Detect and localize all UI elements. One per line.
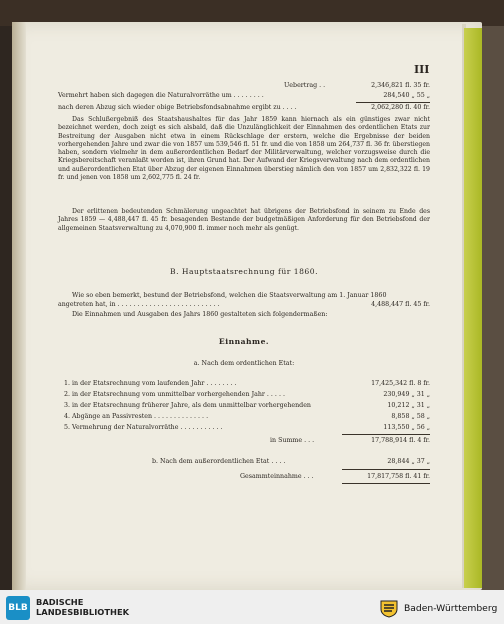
einnahme-heading: Einnahme. [218, 337, 270, 346]
paragraph-4: Die Einnahmen und Ausgaben des Jahrs 1860 gestalteten sich folgendermaßen: [72, 311, 328, 318]
natural-stock-line: Vermehrt haben sich dagegen die Naturalvorräthe um . . . . . . . . 284,540 „ 55 „ [58, 92, 430, 99]
paragraph-3-line-2: angetreten hat, in . . . . . . . . . . . . . . . . . . . . . . . . . . 4,488,447 fl. 45 fr. [58, 301, 430, 308]
subtotal-rule [342, 434, 430, 435]
sum-rule [356, 102, 430, 103]
income-item: 2. in der Etatsrechnung vom unmittelbar vorhergehenden Jahr . . . . . 230,949 „ 31 „ [64, 391, 430, 398]
bw-coat-of-arms-icon[interactable] [378, 598, 400, 618]
green-page-edge [464, 28, 482, 588]
ordinary-budget-heading: a. Nach dem ordentlichen Etat: [193, 360, 295, 367]
total-double-rule [342, 483, 430, 484]
blb-logo[interactable]: BLB [6, 596, 30, 620]
fund-decrease-line: nach deren Abzug sich wieder obige Betriebsfondsabnahme ergibt zu . . . . 2,062,280 fl. 40 fr. [58, 104, 430, 111]
scanned-book-image: III Uebertrag . . 2,346,821 fl. 35 fr. Vermehrt haben sich dagegen die Naturalvorräthe um . . . . . . . . 284,540 „ 55 „ nach deren Abzug sich wieder obige Betriebsfondsabnahme ergibt zu . . . . 2,062,280 fl. 40 fr. Das Schlußergebniß des Staatshaushaltes für das Jahr 1859 kann hiernach als ein günstiges zwar nicht bezeichnet werden, doch zeigt es sich alsbald, daß die Unzulänglichkeit der Einnahmen des ordentlichen Etats zur Bestreitung der Ausgaben nicht etwa in einem Rückschlage der erstern, welche die Ergebnisse der beiden vorhergehenden Jahre und zwar die von 1857 um 539,546 fl. 51 fr. und die von 1858 um 264,737 fl. 36 fr. überstiegen haben, sondern vielmehr in dem außerordentlichen Bedarf der Militärverwaltung, welcher vorzugsweise durch die Kriegsbereitschaft veranlaßt worden ist, ihren Grund hat. Der Aufwand der Kriegsverwaltung nach dem ordentlichen und außerordentlichen Etat über Abzug der eigenen Einnahmen überstieg nämlich den von 1857 um 2,832,322 fl. 19 fr. und jenen von 1858 um 2,602,775 fl. 24 fr. Der erlittenen bedeutenden Schmälerung ungeachtet hat übrigens der Betriebsfond in seinem zu Ende des Jahres 1859 — 4,488,447 fl. 45 fr. besagenden Bestande der budgetmäßigen Anforderung für den Betriebsfond der allgemeinen Staatsverwaltung zu 4,070,900 fl. immer noch mehr als genügt. B. Hauptstaatsrechnung für 1860. Wie so eben bemerkt, bestund der Betriebsfond, welchen die Staatsverwaltung am 1. Januar 1860 angetreten hat, in . . . . . . . . . . . . . . . . . . . . . . . . . . 4,488,447 fl. 45 fr. Die Einnahmen und Ausgaben des Jahrs 1860 gestalteten sich folgendermaßen: Einnahme. a. Nach dem ordentlichen Etat: 1. in der Etatsrechnung vom laufenden Jahr . . . . . . . . 17,425,342 fl. 8 fr. 2. in der Etatsrechnung vom unmittelbar vorhergehenden Jahr . . . . . 230,949 „ 31 „ 3. in der Etatsrechnung früherer Jahre, als dem unmittelbar vorhergehenden 10,212 „ 31 „ 4. Abgänge an Passivresten . . . . . . . . . . . . . . 8,858 „ 58 „ 5. Vermehrung der Naturalvorräthe . . . . . . . . . . . 113,550 „ 56 „ in Summe . . . 17,788,914 fl. 4 fr. b. Nach dem außerordentlichen Etat . . . . 28,844 „ 37 „ Gesammteinnahme . . . 17,817,758 fl. 41 fr. [0, 0, 504, 590]
paragraph-1: Das Schlußergebniß des Staatshaushaltes für das Jahr 1859 kann hiernach als ein günstiges zwar nicht bezeichnet werden, doch zeigt es sich alsbald, daß die Unzulänglichkeit der Einnahmen des ordentlichen Etats zur Bestreitung der Ausgaben nicht etwa in einem Rückschlage der erstern, welche die Ergebnisse der beiden vorhergehenden Jahre und zwar die von 1857 um 539,546 fl. 51 fr. und die von 1858 um 264,737 fl. 36 fr. überstiegen haben, sondern vielmehr in dem außerordentlichen Bedarf der Militärverwaltung, welcher vorzugsweise durch die Kriegsbereitschaft veranlaßt worden ist, ihren Grund hat. Der Aufwand der Kriegsverwaltung nach dem ordentlichen und außerordentlichen Etat über Abzug der eigenen Einnahmen überstieg nämlich den von 1857 um 2,832,322 fl. 19 fr. und jenen von 1858 um 2,602,775 fl. 24 fr. [58, 116, 430, 182]
paragraph-2: Der erlittenen bedeutenden Schmälerung ungeachtet hat übrigens der Betriebsfond in seinem zu Ende des Jahres 1859 — 4,488,447 fl. 45 fr. besagenden Bestande der budgetmäßigen Anforderung für den Betriebsfond der allgemeinen Staatsverwaltung zu 4,070,900 fl. immer noch mehr als genügt. [58, 208, 430, 232]
income-item: 1. in der Etatsrechnung vom laufenden Jahr . . . . . . . . 17,425,342 fl. 8 fr. [64, 380, 430, 387]
total-rule [342, 469, 430, 470]
page-gutter [12, 22, 26, 590]
section-title: B. Hauptstaatsrechnung für 1860. [169, 267, 318, 276]
income-item: 3. in der Etatsrechnung früherer Jahre, als dem unmittelbar vorhergehenden 10,212 „ 31 „ [64, 402, 430, 409]
page-number: III [414, 63, 430, 76]
bw-name[interactable]: Baden-Württemberg [404, 603, 498, 614]
paragraph-3-line-1: Wie so eben bemerkt, bestund der Betriebsfond, welchen die Staatsverwaltung am 1. Januar 1860 [72, 292, 387, 299]
income-item: 5. Vermehrung der Naturalvorräthe . . . . . . . . . . . 113,550 „ 56 „ [64, 424, 430, 431]
income-item: 4. Abgänge an Passivresten . . . . . . . . . . . . . . 8,858 „ 58 „ [64, 413, 430, 420]
blb-name[interactable]: BADISCHE LANDESBIBLIOTHEK [36, 597, 130, 617]
